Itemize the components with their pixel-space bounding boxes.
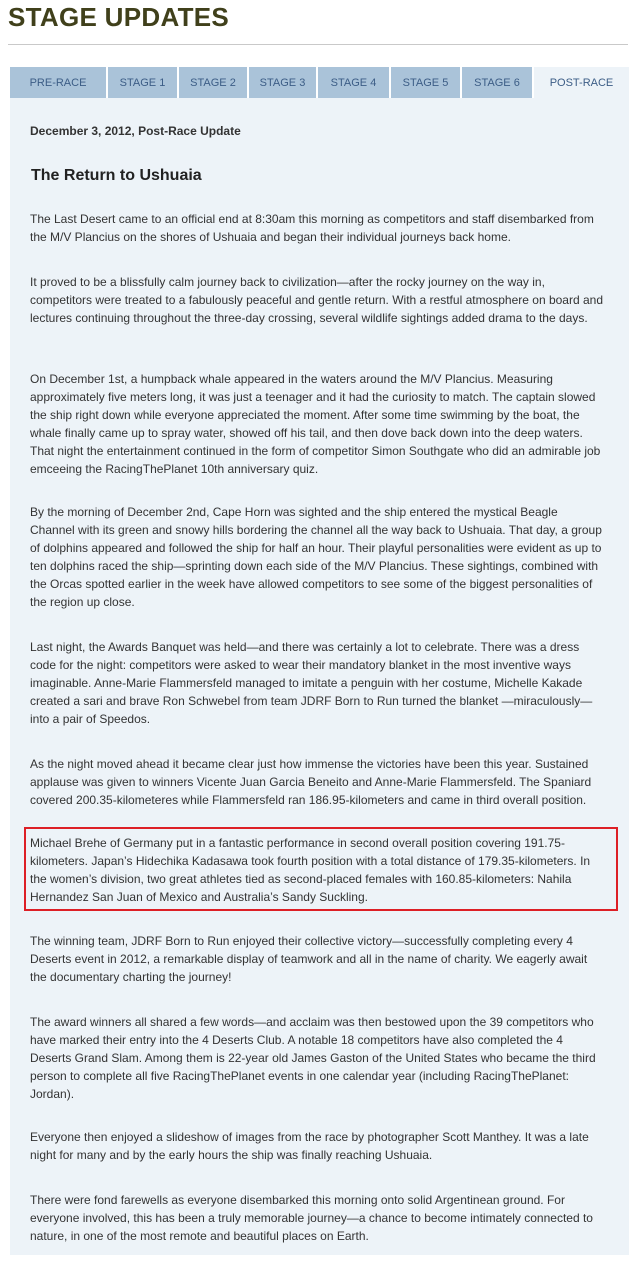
paragraph: There were fond farewells as everyone disembarked this morning onto solid Argentinean ground. For everyone involved, this has been a truly memorable journey—a chance to become intimately connected to nature, in one of the most remote and beautiful places on Earth.	[30, 1193, 593, 1243]
tab-stage-4[interactable]: STAGE 4	[318, 67, 391, 98]
paragraph: Everyone then enjoyed a slideshow of images from the race by photographer Scott Manthey. It was a late night for many and by the early hours the ship was finally reaching Ushuaia.	[30, 1130, 589, 1162]
article-title: The Return to Ushuaia	[31, 167, 202, 184]
stage-tabs	[10, 67, 629, 98]
article-date: December 3, 2012, Post-Race Update	[30, 124, 241, 138]
paragraph: On December 1st, a humpback whale appeared in the waters around the M/V Plancius. Measuring approximately five meters long, it was just a teenager and it had the curiosity to match. The captain slowed the ship right down while everyone appreciated the moment. After some time swimming by the boat, the whale finally came up to spray water, showed off his tail, and then dove back down into the deep waters. That night the entertainment continued in the form of competitor Simon Southgate who did an admirable job emceeing the RacingThePlanet 10th anniversary quiz.	[30, 372, 601, 476]
paragraph: Last night, the Awards Banquet was held—and there was certainly a lot to celebrate. There was a dress code for the night: competitors were asked to wear their mandatory blanket in the most inventive ways imaginable. Anne-Marie Flammersfeld managed to imitate a penguin with her costume, Michelle Kakade created a sari and brave Ron Schwebel from team JDRF Born to Run turned the blanket —miraculously—into a pair of Speedos.	[30, 640, 593, 726]
article-panel	[10, 98, 629, 1255]
tab-stage-2[interactable]: STAGE 2	[179, 67, 249, 98]
tab-pre-race[interactable]: PRE-RACE	[10, 67, 108, 98]
paragraph: By the morning of December 2nd, Cape Horn was sighted and the ship entered the mystical Beagle Channel with its green and snowy hills bordering the channel all the way back to Ushuaia. That day, a group of dolphins appeared and followed the ship for half an hour. Their playful personalities were evident as up to ten dolphins raced the ship—sprinting down each side of the M/V Plancius. These sightings, combined with the Orcas spotted earlier in the week have allowed competitors to see some of the biggest personalities of the region up close.	[30, 505, 602, 609]
tab-stage-6[interactable]: STAGE 6	[462, 67, 534, 98]
title-divider	[8, 44, 628, 45]
paragraph: It proved to be a blissfully calm journey back to civilization—after the rocky journey on the way in, competitors were treated to a fabulously peaceful and gentle return. With a restful atmosphere on board and lectures continuing throughout the three-day crossing, several wildlife sightings added drama to the days.	[30, 275, 603, 325]
paragraph: The Last Desert came to an official end at 8:30am this morning as competitors and staff disembarked from the M/V Plancius on the shores of Ushuaia and began their individual journeys back home.	[30, 212, 594, 244]
tab-stage-3[interactable]: STAGE 3	[249, 67, 318, 98]
page-title: STAGE UPDATES	[8, 2, 230, 32]
paragraph: The award winners all shared a few words—and acclaim was then bestowed upon the 39 competitors who have marked their entry into the 4 Deserts Club. A notable 18 competitors have also completed the 4 Deserts Grand Slam. Among them is 22-year old James Gaston of the United States who became the third person to complete all five RacingThePlanet events in one calendar year (including RacingThePlanet: Jordan).	[30, 1015, 596, 1101]
highlighted-paragraph: Michael Brehe of Germany put in a fantastic performance in second overall position covering 191.75-kilometers. Japan’s Hidechika Kadasawa took fourth position with a total distance of 179.35-kilometers. In the women’s division, two great athletes tied as second-placed females with 160.85-kilometers: Nahila Hernandez San Juan of Mexico and Australia’s Sandy Suckling.	[30, 836, 591, 904]
tab-stage-1[interactable]: STAGE 1	[108, 67, 179, 98]
paragraph: The winning team, JDRF Born to Run enjoyed their collective victory—successfully completing every 4 Deserts event in 2012, a remarkable display of teamwork and all in the name of charity. We eagerly await the documentary charting the journey!	[30, 934, 588, 984]
tab-stage-5[interactable]: STAGE 5	[391, 67, 462, 98]
tab-post-race[interactable]: POST-RACE	[534, 67, 629, 98]
paragraph: As the night moved ahead it became clear just how immense the victories have been this year. Sustained applause was given to winners Vicente Juan Garcia Beneito and Anne-Marie Flammersfeld. The Spaniard covered 200.35-kilometeres while Flammersfeld ran 186.95-kilometers and came in third overall position.	[30, 757, 592, 807]
